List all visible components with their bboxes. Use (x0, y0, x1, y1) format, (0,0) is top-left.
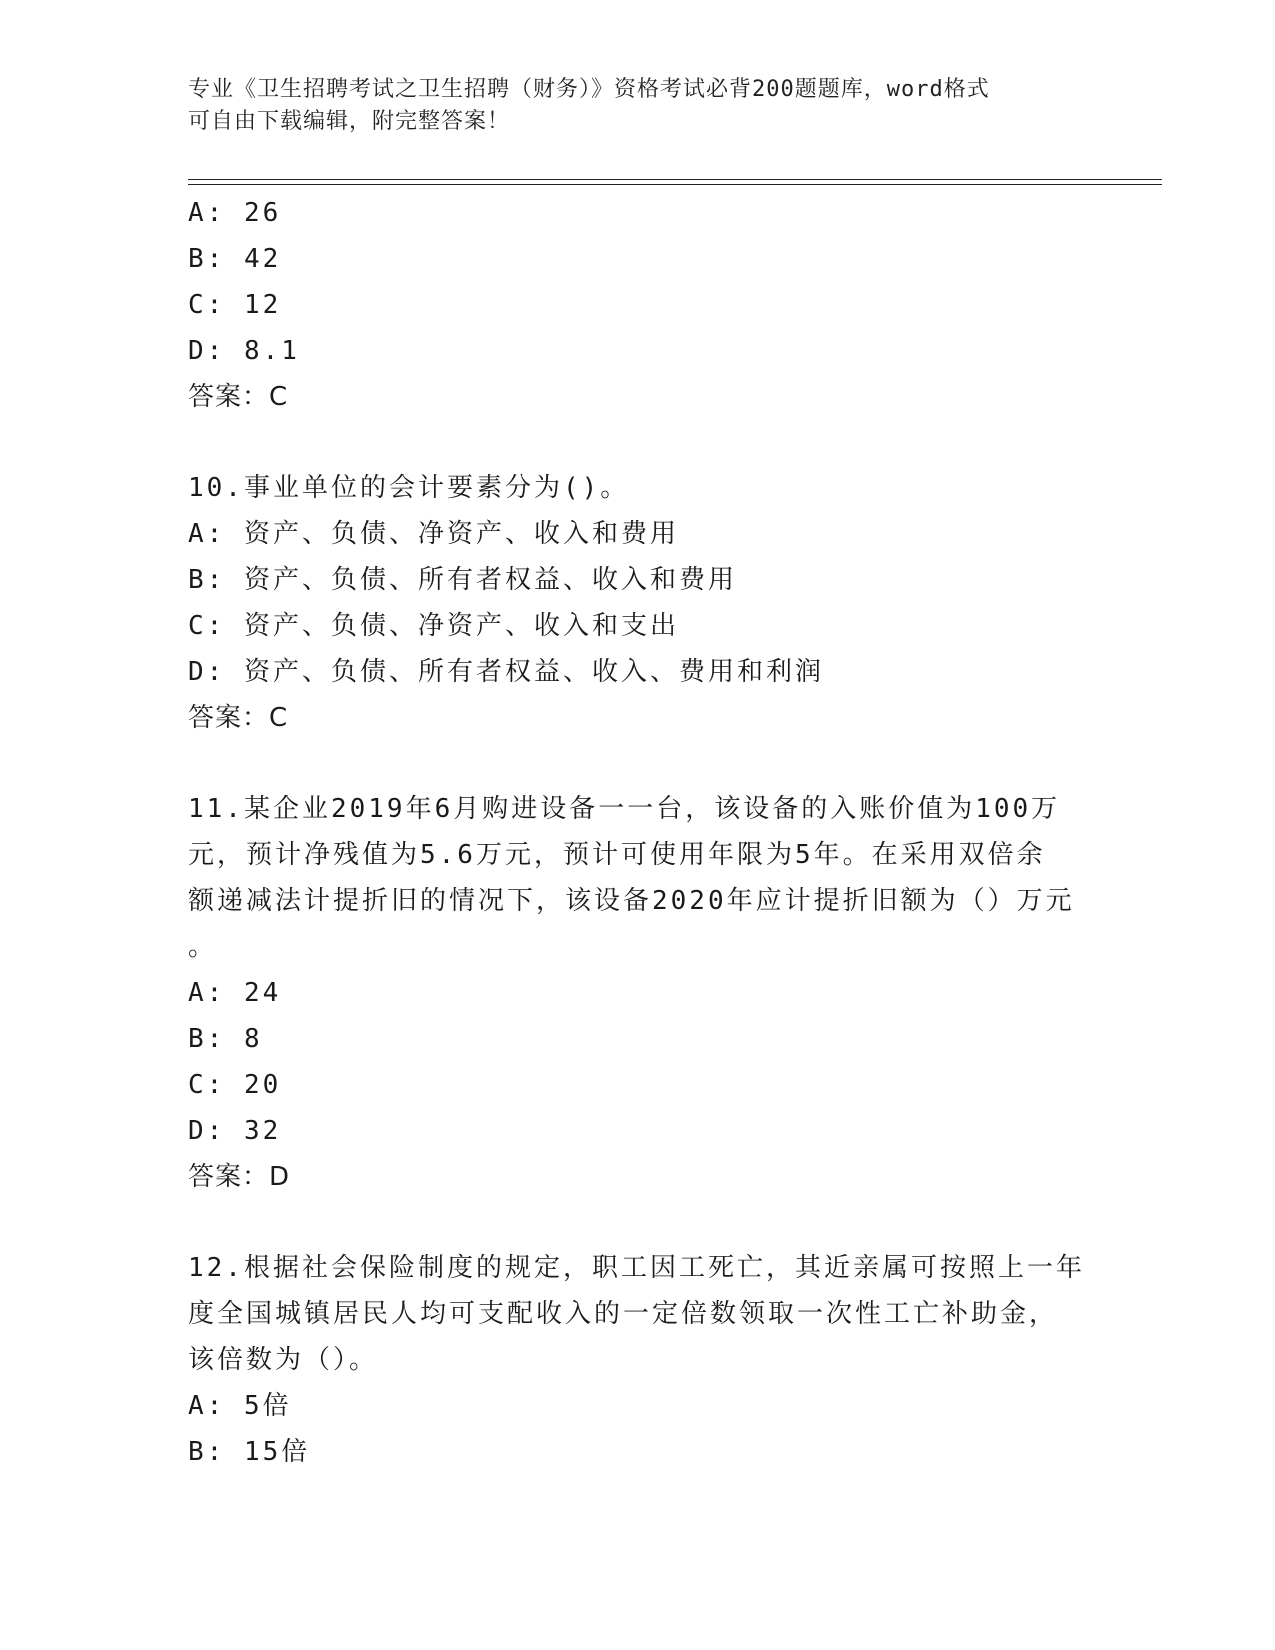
option-a: A: 资产、负债、净资产、收入和费用 (188, 519, 679, 549)
question-10 (188, 465, 1088, 741)
option-c: C: 12 (188, 290, 282, 320)
question-spacer (188, 420, 1088, 465)
question-stem-line: 11.某企业2019年6月购进设备一一台，该设备的入账价值为100万 (188, 794, 1061, 824)
header-divider-bottom (188, 184, 1162, 185)
option-d: D: 资产、负债、所有者权益、收入、费用和利润 (188, 657, 824, 687)
option-d: D: 8.1 (188, 336, 300, 366)
option-c: C: 20 (188, 1070, 282, 1100)
answer-line: 答案：C (188, 382, 289, 412)
answer-line: 答案：C (188, 703, 289, 733)
header-title-line-2: 可自由下载编辑，附完整答案！ (188, 109, 511, 134)
option-c: C: 资产、负债、净资产、收入和支出 (188, 611, 679, 641)
option-b: B: 8 (188, 1024, 263, 1054)
header-title-line-1: 专业《卫生招聘考试之卫生招聘（财务）》资格考试必背200题题库，word格式 (188, 77, 990, 102)
answer-line: 答案：D (188, 1162, 291, 1192)
question-spacer (188, 1200, 1088, 1245)
question-stem-line: 该倍数为（）。 (188, 1345, 379, 1375)
option-d: D: 32 (188, 1116, 282, 1146)
document-header (188, 74, 1068, 138)
option-a: A: 24 (188, 978, 282, 1008)
question-11 (188, 786, 1088, 1200)
question-stem-line: 。 (188, 932, 218, 962)
question-stem-line: 元，预计净残值为5.6万元，预计可使用年限为5年。在采用双倍余 (188, 840, 1046, 870)
option-b: B: 资产、负债、所有者权益、收入和费用 (188, 565, 737, 595)
option-b: B: 42 (188, 244, 282, 274)
question-stem-line: 额递减法计提折旧的情况下，该设备2020年应计提折旧额为（）万元 (188, 886, 1075, 916)
question-stem-line: 12.根据社会保险制度的规定，职工因工死亡，其近亲属可按照上一年 (188, 1253, 1085, 1283)
question-stem-line: 度全国城镇居民人均可支配收入的一定倍数领取一次性工亡补助金， (188, 1299, 1059, 1329)
question-9 (188, 190, 1088, 420)
question-spacer (188, 741, 1088, 786)
header-divider-top (188, 179, 1162, 180)
option-b: B: 15倍 (188, 1437, 311, 1467)
question-12 (188, 1245, 1088, 1475)
option-a: A: 26 (188, 198, 282, 228)
question-stem: 10.事业单位的会计要素分为()。 (188, 473, 630, 503)
option-a: A: 5倍 (188, 1391, 292, 1421)
document-body (188, 190, 1088, 1475)
